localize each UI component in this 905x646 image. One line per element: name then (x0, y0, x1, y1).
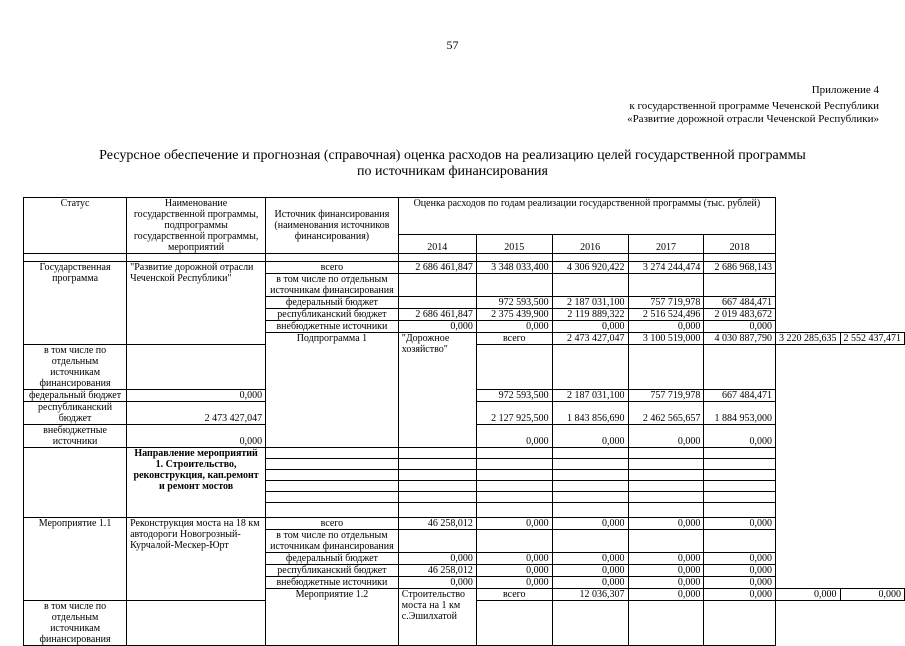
value-cell: 0,000 (552, 321, 628, 333)
value-cell: 2 473 427,047 (127, 402, 266, 425)
source-cell: федеральный бюджет (266, 553, 399, 565)
value-cell: 0,000 (476, 321, 552, 333)
page-number: 57 (446, 38, 459, 52)
value-cell: 0,000 (398, 321, 476, 333)
value-cell: 2 473 427,047 (552, 333, 628, 345)
row-status: Подпрограмма 1 (266, 333, 399, 448)
source-cell: в том числе по отдельным источникам финансирования (24, 345, 127, 390)
row-status: Мероприятие 1.2 (266, 589, 399, 646)
value-cell: 1 843 856,690 (552, 402, 628, 425)
value-cell: 0,000 (704, 565, 776, 577)
value-cell: 0,000 (476, 518, 552, 530)
value-cell: 0,000 (628, 553, 704, 565)
header-source: Источник финансирования (наименования источников финансирования) (266, 198, 399, 254)
value-cell: 0,000 (704, 553, 776, 565)
empty-status-cell (24, 448, 127, 518)
value-cell: 0,000 (704, 321, 776, 333)
title-line-1: Ресурсное обеспечение и прогнозная (справочная) оценка расходов на реализацию целей государственной программы (99, 148, 806, 163)
value-cell: 2 686 461,847 (398, 309, 476, 321)
value-cell: 2 516 524,496 (628, 309, 704, 321)
row-name: "Дорожное хозяйство" (398, 333, 476, 448)
value-cell: 2 019 483,672 (704, 309, 776, 321)
source-cell: всего (266, 518, 399, 530)
source-cell: в том числе по отдельным источникам финансирования (266, 530, 399, 553)
value-cell: 3 220 285,635 (776, 333, 841, 345)
source-cell: в том числе по отдельным источникам финансирования (266, 274, 399, 297)
value-cell: 667 484,471 (704, 390, 776, 402)
value-cell: 0,000 (552, 553, 628, 565)
header-name: Наименование государственной программы, подпрограммы государственной программы, мероприятий (127, 198, 266, 254)
appendix-title: Приложение 4 (811, 84, 879, 96)
value-cell: 0,000 (127, 390, 266, 402)
source-cell: внебюджетные источники (266, 577, 399, 589)
value-cell: 0,000 (704, 577, 776, 589)
value-cell: 2 187 031,100 (552, 297, 628, 309)
value-cell: 667 484,471 (704, 297, 776, 309)
value-cell: 0,000 (398, 577, 476, 589)
spacer-row (24, 254, 905, 262)
value-cell: 12 036,307 (552, 589, 628, 601)
value-cell: 0,000 (628, 321, 704, 333)
value-cell: 0,000 (127, 425, 266, 448)
row-status: Мероприятие 1.1 (24, 518, 127, 601)
value-cell: 0,000 (628, 577, 704, 589)
value-cell: 4 306 920,422 (552, 262, 628, 274)
value-cell: 2 187 031,100 (552, 390, 628, 402)
source-cell: в том числе по отдельным источникам финансирования (24, 601, 127, 646)
header-year: 2016 (552, 235, 628, 254)
value-cell: 3 274 244,474 (628, 262, 704, 274)
value-cell: 2 686 968,143 (704, 262, 776, 274)
appendix-line-2: к государственной программе Чеченской Республики (629, 100, 879, 112)
source-cell: внебюджетные источники (266, 321, 399, 333)
row-status: Государственная программа (24, 262, 127, 345)
value-cell: 0,000 (704, 518, 776, 530)
table-row (24, 262, 905, 274)
value-cell: 757 719,978 (628, 390, 704, 402)
value-cell: 0,000 (628, 589, 704, 601)
row-name: Строительство моста на 1 км с.Эшилхатой (398, 589, 476, 646)
title-line-2: по источникам финансирования (357, 164, 548, 179)
source-cell: федеральный бюджет (266, 297, 399, 309)
value-cell: 0,000 (776, 589, 841, 601)
source-cell: республиканский бюджет (266, 309, 399, 321)
value-cell: 0,000 (552, 518, 628, 530)
value-cell: 0,000 (628, 518, 704, 530)
funding-table (23, 197, 905, 646)
value-cell: 1 884 953,000 (704, 402, 776, 425)
value-cell: 2 462 565,657 (628, 402, 704, 425)
value-cell: 46 258,012 (398, 565, 476, 577)
header-year: 2015 (476, 235, 552, 254)
appendix-note (627, 84, 879, 126)
value-cell: 0,000 (398, 553, 476, 565)
header-year: 2017 (628, 235, 704, 254)
value-cell: 46 258,012 (398, 518, 476, 530)
value-cell: 4 030 887,790 (704, 333, 776, 345)
row-name: "Развитие дорожной отрасли Чеченской Республики" (127, 262, 266, 345)
table-row (24, 518, 905, 530)
row-name: Реконструкция моста на 18 км автодороги Новогрозный-Курчалой-Мескер-Юрт (127, 518, 266, 601)
value-cell: 0,000 (476, 577, 552, 589)
value-cell: 972 593,500 (476, 297, 552, 309)
value-cell: 757 719,978 (628, 297, 704, 309)
value-cell: 0,000 (552, 577, 628, 589)
value-cell: 3 348 033,400 (476, 262, 552, 274)
source-cell: внебюджетные источники (24, 425, 127, 448)
table-row (24, 448, 905, 459)
source-cell: федеральный бюджет (24, 390, 127, 402)
header-year: 2018 (704, 235, 776, 254)
value-cell: 0,000 (476, 565, 552, 577)
value-cell: 0,000 (704, 425, 776, 448)
value-cell: 972 593,500 (476, 390, 552, 402)
value-cell: 0,000 (552, 565, 628, 577)
value-cell: 0,000 (476, 425, 552, 448)
source-cell: всего (266, 262, 399, 274)
value-cell: 0,000 (628, 565, 704, 577)
value-cell: 0,000 (552, 425, 628, 448)
value-cell: 0,000 (704, 589, 776, 601)
value-cell: 2 375 439,900 (476, 309, 552, 321)
header-year: 2014 (398, 235, 476, 254)
value-cell: 0,000 (840, 589, 905, 601)
header-status: Статус (24, 198, 127, 254)
value-cell (398, 297, 476, 309)
value-cell: 0,000 (628, 425, 704, 448)
header-estimate: Оценка расходов по годам реализации государственной программы (тыс. рублей) (398, 198, 775, 235)
value-cell: 2 686 461,847 (398, 262, 476, 274)
source-cell: республиканский бюджет (24, 402, 127, 425)
value-cell: 3 100 519,000 (628, 333, 704, 345)
source-cell: всего (476, 589, 552, 601)
source-cell: всего (476, 333, 552, 345)
source-cell: республиканский бюджет (266, 565, 399, 577)
value-cell: 2 552 437,471 (840, 333, 905, 345)
value-cell: 0,000 (476, 553, 552, 565)
value-cell: 2 127 925,500 (476, 402, 552, 425)
value-cell: 2 119 889,322 (552, 309, 628, 321)
document-title (0, 148, 905, 180)
appendix-line-3: «Развитие дорожной отрасли Чеченской Республики» (627, 113, 879, 125)
direction-heading: Направление мероприятий 1. Строительство, реконструкция, кап.ремонт и ремонт мостов (127, 448, 266, 518)
